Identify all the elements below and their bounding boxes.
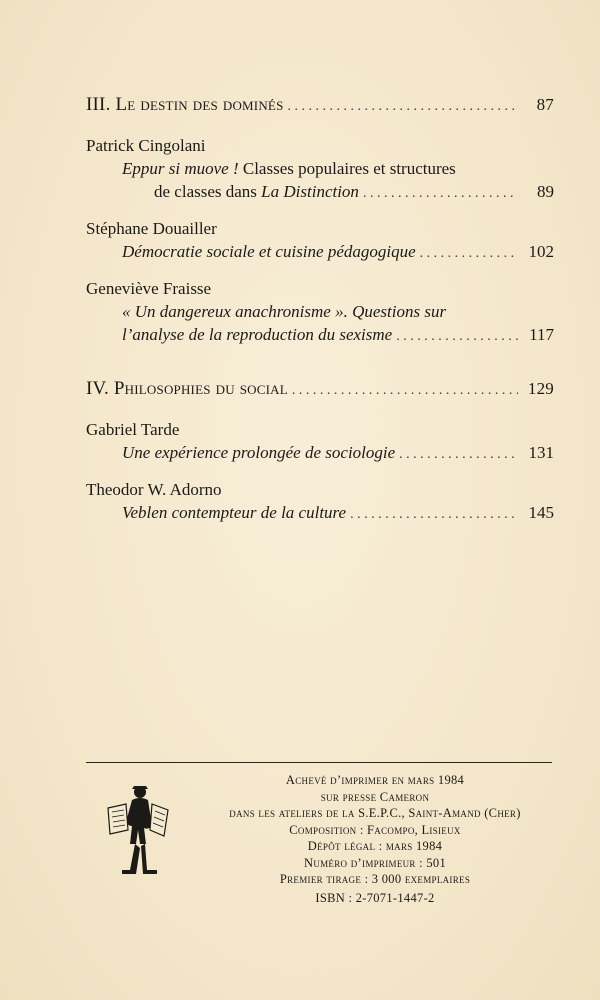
entry-title-line — [86, 240, 554, 265]
entry-page-number: 131 — [528, 443, 554, 462]
section-title: Le destin des dominés — [115, 94, 284, 115]
entry-page-number: 89 — [537, 182, 554, 201]
dot-leader — [420, 242, 518, 265]
section-number: IV. — [86, 378, 109, 399]
entry-title-line — [86, 441, 554, 466]
entry-title-italic: La Distinction — [261, 182, 359, 201]
colophon — [195, 772, 555, 906]
section-page-number: 87 — [536, 95, 554, 114]
colophon-line: sur presse Cameron — [320, 789, 430, 804]
colophon-line: dans les ateliers de la S.E.P.C., Saint-Amand (Cher) — [229, 806, 521, 820]
colophon-line: Numéro d’imprimeur : 501 — [304, 855, 446, 870]
entry-title-italic: Une expérience prolongée de sociologie — [122, 443, 396, 462]
colophon-line: ISBN : 2-7071-1447-2 — [315, 890, 435, 905]
entry-author: Patrick Cingolani — [86, 136, 206, 155]
toc-entry — [86, 217, 554, 265]
dot-leader — [350, 503, 518, 526]
section-number: III. — [86, 94, 111, 115]
entry-page-number: 102 — [528, 242, 554, 261]
entry-title-line — [86, 157, 554, 180]
entry-author: Gabriel Tarde — [86, 420, 180, 439]
colophon-divider — [86, 762, 552, 763]
entry-author: Geneviève Fraisse — [86, 279, 212, 298]
entry-title-roman: Classes populaires et structures — [238, 159, 456, 178]
entry-page-number: 117 — [529, 325, 554, 344]
toc-entry — [86, 277, 554, 348]
toc-entry — [86, 478, 554, 526]
entry-author: Stéphane Douailler — [86, 219, 217, 238]
section-title: Philosophies du social — [113, 378, 288, 399]
toc-entry — [86, 134, 554, 205]
colophon-line: Achevé d’imprimer en mars 1984 — [285, 773, 465, 787]
entry-title-line — [86, 501, 554, 526]
entry-title-italic: l’analyse de la reproduction du sexisme — [122, 325, 393, 344]
dot-leader — [288, 99, 519, 115]
section-heading — [86, 94, 554, 116]
colophon-line: Premier tirage : 3 000 exemplaires — [279, 872, 471, 886]
section-page-number: 129 — [527, 379, 554, 398]
entry-page-number: 145 — [528, 503, 554, 522]
entry-title-line — [86, 300, 554, 323]
entry-author: Theodor W. Adorno — [86, 480, 222, 499]
dot-leader — [292, 383, 518, 399]
entry-title-line — [86, 323, 554, 348]
toc-entry — [86, 418, 554, 466]
dot-leader — [396, 325, 518, 348]
printer-logo-icon — [104, 780, 176, 880]
table-of-contents — [86, 94, 554, 526]
entry-title-italic: Veblen contempteur de la culture — [122, 503, 347, 522]
dot-leader — [399, 443, 518, 466]
section-heading — [86, 378, 554, 400]
colophon-line: Composition : Facompo, Lisieux — [289, 822, 461, 837]
entry-title-italic: « Un dangereux anachronisme ». Questions sur — [122, 302, 447, 321]
entry-title-line — [86, 180, 554, 205]
entry-title-roman: de classes dans — [154, 182, 262, 201]
dot-leader — [363, 182, 518, 205]
colophon-line: Dépôt légal : mars 1984 — [307, 839, 443, 853]
entry-title-italic: Eppur si muove ! — [122, 159, 239, 178]
entry-title-italic: Démocratie sociale et cuisine pédagogique — [122, 242, 416, 261]
